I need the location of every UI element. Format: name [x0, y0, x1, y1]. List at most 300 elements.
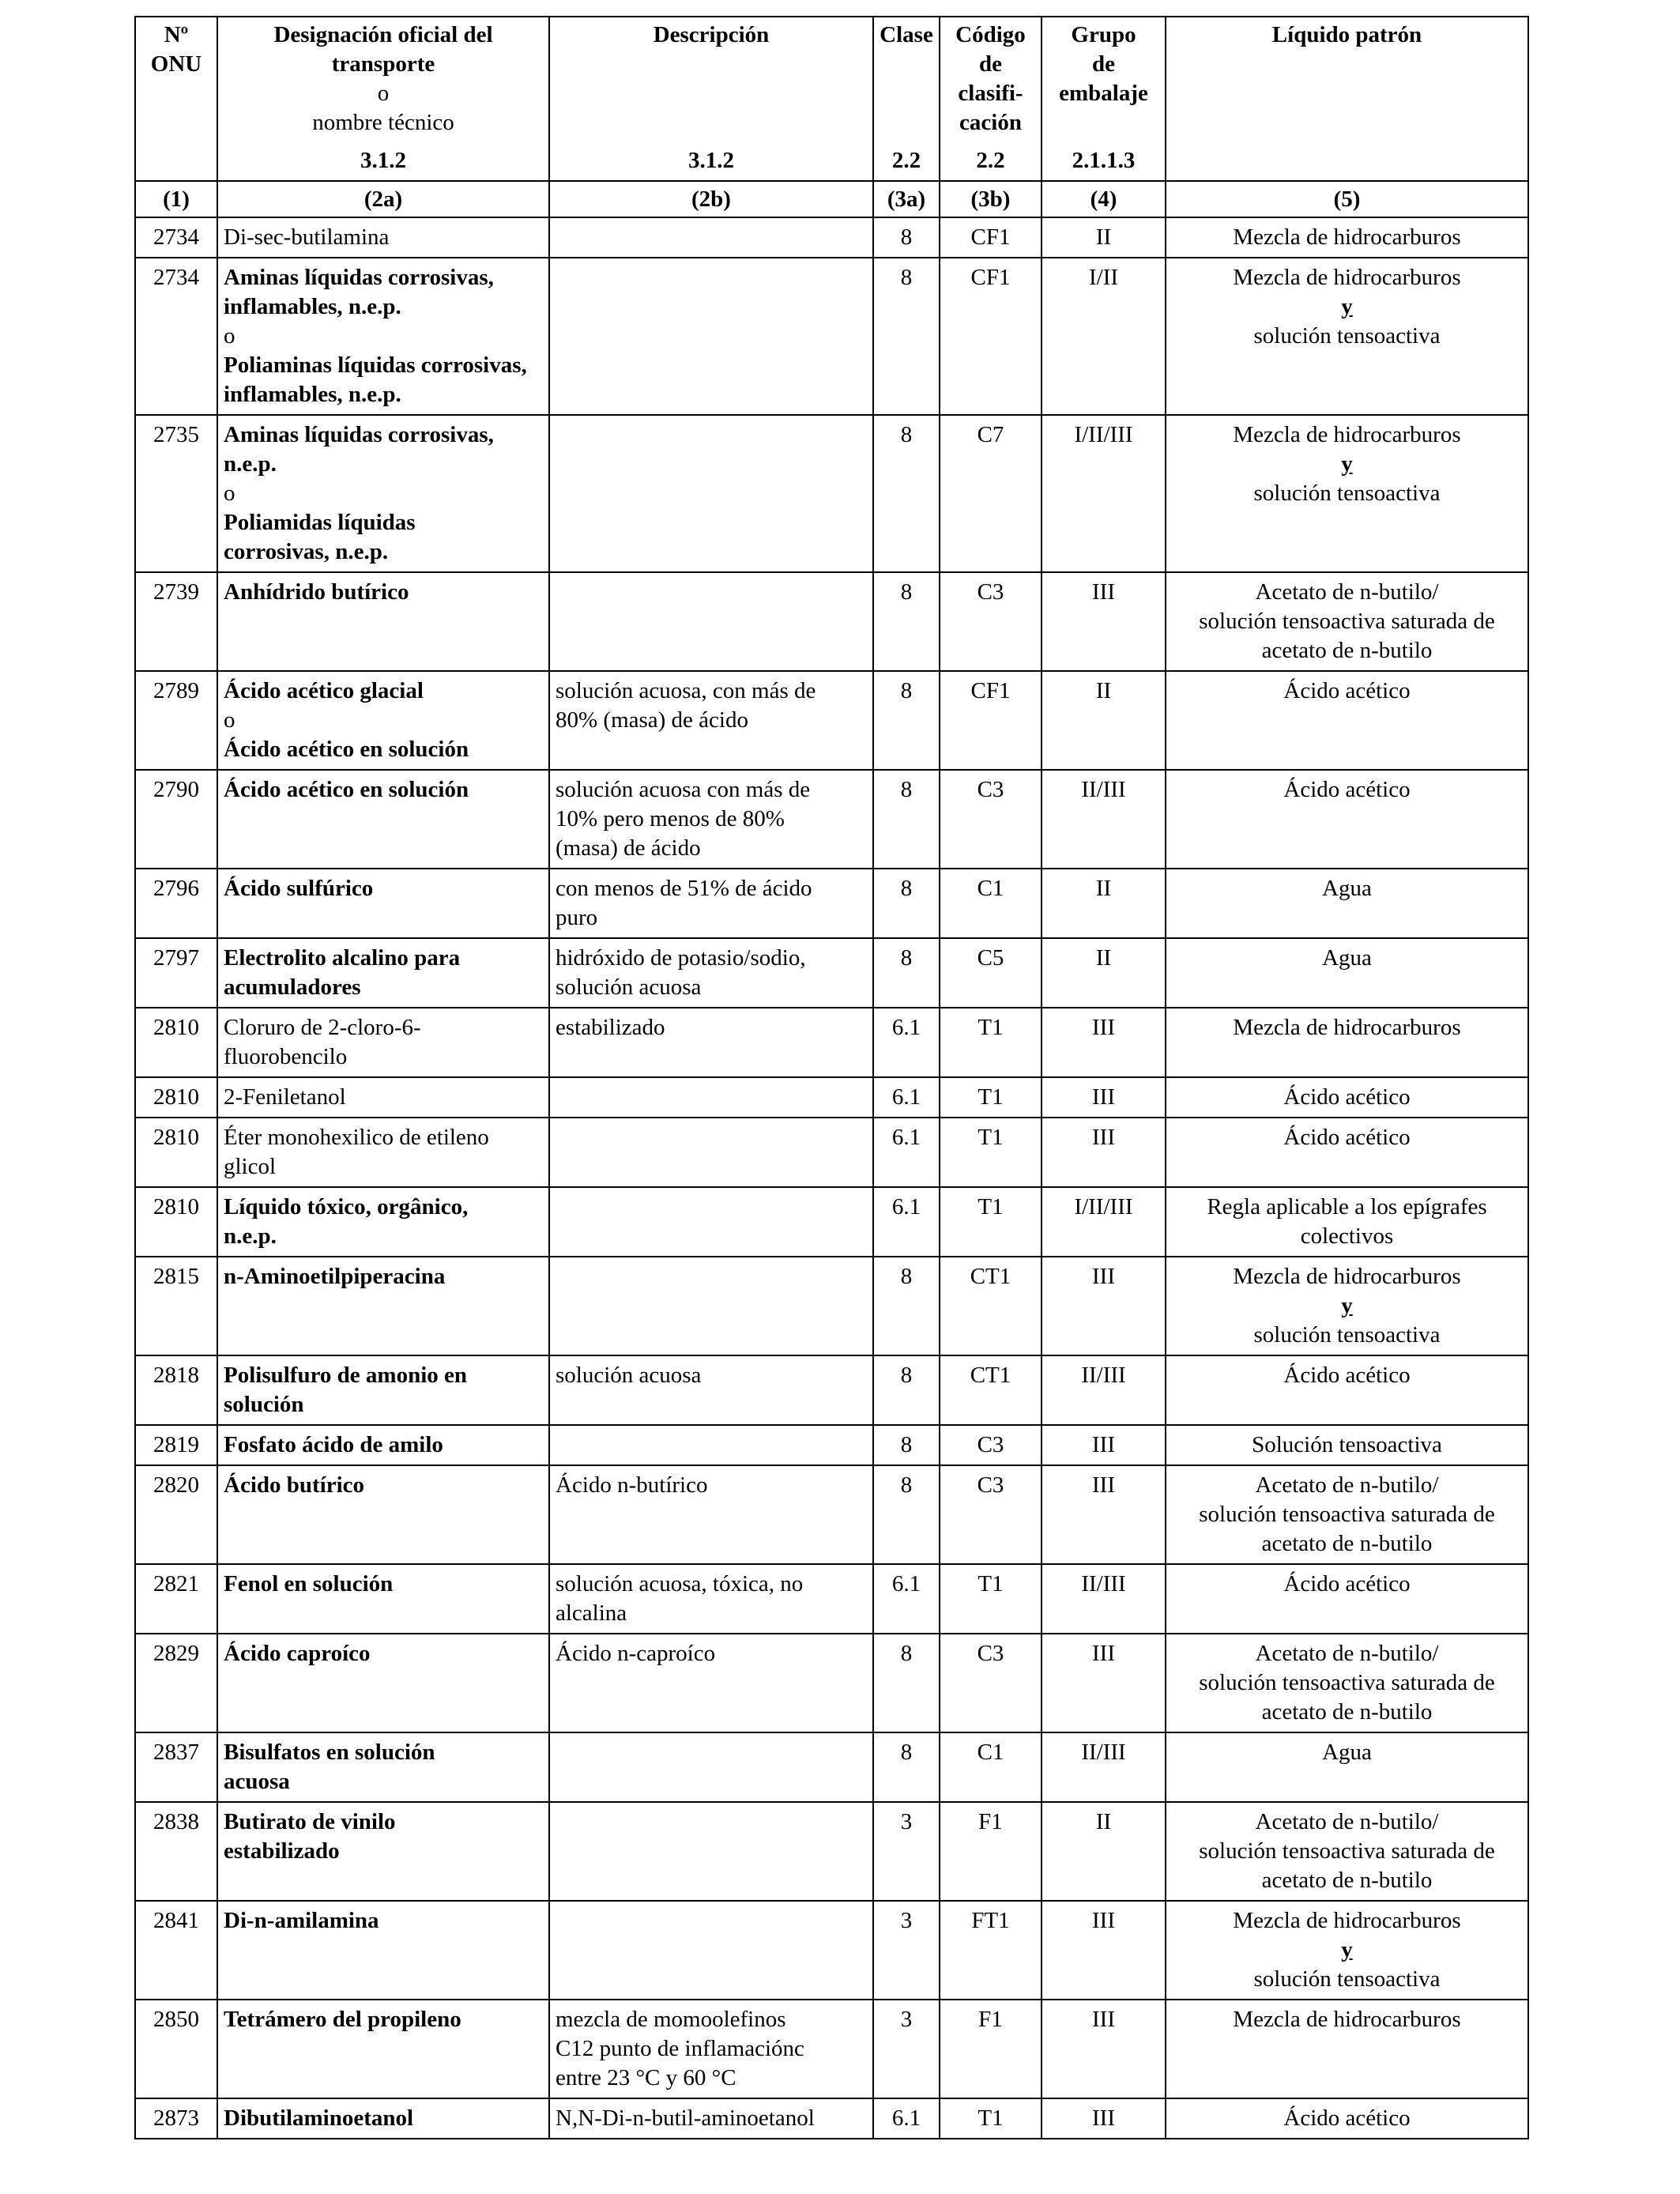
table-row — [135, 1187, 1528, 1257]
un-number-cell: 2810 — [135, 1187, 217, 1257]
classification-code-cell: T1 — [940, 1077, 1042, 1118]
standard-liquid-line: solución tensoactiva saturada de — [1199, 1838, 1495, 1864]
standard-liquid-line: solución tensoactiva saturada de — [1199, 1670, 1495, 1695]
shipping-name-line: n-Aminoetilpiperacina — [224, 1264, 446, 1289]
standard-liquid-cell — [1166, 415, 1528, 572]
description-line: solución acuosa — [556, 974, 702, 1000]
packing-group-cell: III — [1042, 1465, 1166, 1564]
header-descripcion — [549, 17, 873, 181]
shipping-name-cell — [217, 1564, 549, 1634]
description-line: C12 punto de inflamaciónc — [556, 2036, 804, 2061]
description-line: alcalina — [556, 1600, 627, 1626]
un-number-cell: 2810 — [135, 1008, 217, 1077]
standard-liquid-cell — [1166, 2000, 1528, 2098]
un-number-cell: 2829 — [135, 1634, 217, 1732]
shipping-name-cell — [217, 415, 549, 572]
un-number-cell: 2734 — [135, 258, 217, 415]
description-line: N,N-Di-n-butil-aminoetanol — [556, 2105, 815, 2131]
description-cell — [549, 1425, 873, 1465]
description-cell — [549, 1732, 873, 1802]
column-number-row — [135, 181, 1528, 217]
shipping-name-cell — [217, 1634, 549, 1732]
classification-code-cell: C3 — [940, 572, 1042, 671]
classification-code-cell: CT1 — [940, 1355, 1042, 1425]
description-line: mezcla de momoolefinos — [556, 2007, 786, 2032]
standard-liquid-line: solución tensoactiva saturada de — [1199, 609, 1495, 634]
packing-group-cell: II/III — [1042, 1732, 1166, 1802]
packing-group-cell: II — [1042, 1802, 1166, 1901]
classification-code-cell: C1 — [940, 869, 1042, 938]
classification-code-cell: T1 — [940, 1008, 1042, 1077]
description-line: solución acuosa — [556, 1363, 702, 1388]
shipping-name-line: corrosivas, n.e.p. — [224, 539, 389, 564]
class-cell: 8 — [873, 415, 940, 572]
shipping-name-line: Cloruro de 2-cloro-6- — [224, 1015, 421, 1040]
class-cell: 8 — [873, 572, 940, 671]
shipping-name-line: acumuladores — [224, 974, 361, 1000]
standard-liquid-line: Agua — [1322, 945, 1372, 971]
standard-liquid-line: Mezcla de hidrocarburos — [1233, 1015, 1461, 1040]
description-cell — [549, 1465, 873, 1564]
standard-liquid-cell — [1166, 1732, 1528, 1802]
table-row — [135, 2000, 1528, 2098]
shipping-name-cell — [217, 1187, 549, 1257]
col-number: (4) — [1042, 181, 1166, 217]
col-number: (2b) — [549, 181, 873, 217]
standard-liquid-line: Ácido acético — [1283, 1571, 1411, 1596]
shipping-name-line: Electrolito alcalino para — [224, 945, 461, 971]
table-row — [135, 938, 1528, 1008]
packing-group-cell: III — [1042, 1118, 1166, 1187]
shipping-name-line: Éter monohexilico de etileno — [224, 1125, 489, 1150]
standard-liquid-line: Ácido acético — [1283, 1084, 1411, 1110]
standard-liquid-line: Acetato de n-butilo/ — [1255, 1472, 1439, 1498]
standard-liquid-line: Mezcla de hidrocarburos — [1233, 422, 1461, 447]
header-grupo-ref: 2.1.1.3 — [1072, 148, 1136, 173]
header-codigo-line: cación — [959, 110, 1022, 135]
shipping-name-line: Ácido sulfúrico — [224, 876, 374, 901]
packing-group-cell: III — [1042, 1257, 1166, 1355]
standard-liquid-line: solución tensoactiva — [1253, 323, 1441, 349]
header-grupo-line: Grupo — [1071, 22, 1136, 47]
shipping-name-line: Di-sec-butilamina — [224, 224, 390, 250]
shipping-name-line: Dibutilaminoetanol — [224, 2105, 414, 2131]
classification-code-cell: C3 — [940, 1425, 1042, 1465]
col-number: (3a) — [873, 181, 940, 217]
header-designacion-ref: 3.1.2 — [360, 148, 406, 173]
table-row — [135, 2098, 1528, 2139]
description-line: 10% pero menos de 80% — [556, 806, 785, 831]
shipping-name-line: Ácido butírico — [224, 1472, 365, 1498]
standard-liquid-cell — [1166, 1425, 1528, 1465]
standard-liquid-cell — [1166, 1355, 1528, 1425]
header-descripcion-ref: 3.1.2 — [688, 148, 734, 173]
classification-code-cell: F1 — [940, 2000, 1042, 2098]
classification-code-cell: CT1 — [940, 1257, 1042, 1355]
shipping-name-cell — [217, 770, 549, 869]
shipping-name-cell — [217, 2000, 549, 2098]
standard-liquid-line: Ácido acético — [1283, 678, 1411, 703]
description-cell — [549, 671, 873, 770]
description-cell — [549, 1634, 873, 1732]
un-number-cell: 2789 — [135, 671, 217, 770]
shipping-name-line: Fosfato ácido de amilo — [224, 1432, 443, 1457]
un-number-cell: 2838 — [135, 1802, 217, 1901]
class-cell: 6.1 — [873, 2098, 940, 2139]
shipping-name-cell — [217, 1008, 549, 1077]
table-row — [135, 1118, 1528, 1187]
description-cell — [549, 217, 873, 258]
shipping-name-line: glicol — [224, 1154, 277, 1179]
description-cell — [549, 572, 873, 671]
shipping-name-line: Ácido acético en solución — [224, 777, 469, 802]
classification-code-cell: C5 — [940, 938, 1042, 1008]
description-cell — [549, 1901, 873, 2000]
packing-group-cell: I/II/III — [1042, 415, 1166, 572]
table-row — [135, 1425, 1528, 1465]
shipping-name-cell — [217, 1901, 549, 2000]
description-line: solución acuosa, con más de — [556, 678, 816, 703]
standard-liquid-line: colectivos — [1300, 1223, 1394, 1249]
col-number: (5) — [1166, 181, 1528, 217]
standard-liquid-cell — [1166, 1118, 1528, 1187]
shipping-name-line: inflamables, n.e.p. — [224, 382, 401, 407]
un-number-cell: 2810 — [135, 1118, 217, 1187]
description-cell — [549, 1355, 873, 1425]
un-number-cell: 2821 — [135, 1564, 217, 1634]
standard-liquid-cell — [1166, 1257, 1528, 1355]
shipping-name-line: Butirato de vinilo — [224, 1809, 396, 1834]
standard-liquid-line: Ácido acético — [1283, 777, 1411, 802]
class-cell: 8 — [873, 258, 940, 415]
standard-liquid-line: Acetato de n-butilo/ — [1255, 579, 1439, 605]
shipping-name-cell — [217, 2098, 549, 2139]
shipping-name-line: Polisulfuro de amonio en — [224, 1363, 468, 1388]
shipping-name-line: Ácido acético en solución — [224, 737, 469, 762]
standard-liquid-cell — [1166, 1465, 1528, 1564]
standard-liquid-cell — [1166, 572, 1528, 671]
un-number-cell: 2735 — [135, 415, 217, 572]
col-number: (2a) — [217, 181, 549, 217]
description-line: con menos de 51% de ácido — [556, 876, 812, 901]
shipping-name-cell — [217, 938, 549, 1008]
standard-liquid-line: Mezcla de hidrocarburos — [1233, 1264, 1461, 1289]
shipping-name-line: Ácido acético glacial — [224, 678, 424, 703]
classification-code-cell: CF1 — [940, 217, 1042, 258]
table-row — [135, 1901, 1528, 2000]
description-line: (masa) de ácido — [556, 835, 701, 861]
packing-group-cell: I/II/III — [1042, 1187, 1166, 1257]
table-row — [135, 1008, 1528, 1077]
class-cell: 6.1 — [873, 1008, 940, 1077]
shipping-name-line: solución — [224, 1392, 304, 1417]
description-line: puro — [556, 905, 598, 930]
header-onu — [135, 17, 217, 181]
shipping-name-cell — [217, 1732, 549, 1802]
standard-liquid-cell — [1166, 869, 1528, 938]
standard-liquid-line: y — [1341, 451, 1353, 477]
standard-liquid-cell — [1166, 1187, 1528, 1257]
shipping-name-cell — [217, 1465, 549, 1564]
table-row — [135, 258, 1528, 415]
standard-liquid-cell — [1166, 1077, 1528, 1118]
packing-group-cell: II — [1042, 217, 1166, 258]
class-cell: 3 — [873, 1802, 940, 1901]
classification-code-cell: T1 — [940, 2098, 1042, 2139]
standard-liquid-line: Acetato de n-butilo/ — [1255, 1809, 1439, 1834]
shipping-name-line: Bisulfatos en solución — [224, 1740, 435, 1765]
classification-code-cell: T1 — [940, 1564, 1042, 1634]
shipping-name-line: o — [224, 481, 235, 506]
header-descripcion-label: Descripción — [653, 22, 770, 47]
standard-liquid-cell — [1166, 1634, 1528, 1732]
standard-liquid-line: Ácido acético — [1283, 1125, 1411, 1150]
class-cell: 8 — [873, 770, 940, 869]
class-cell: 6.1 — [873, 1118, 940, 1187]
un-number-cell: 2810 — [135, 1077, 217, 1118]
classification-code-cell: T1 — [940, 1187, 1042, 1257]
packing-group-cell: III — [1042, 1634, 1166, 1732]
un-number-cell: 2797 — [135, 938, 217, 1008]
standard-liquid-cell — [1166, 258, 1528, 415]
shipping-name-cell — [217, 1802, 549, 1901]
header-designacion-line: o — [377, 81, 390, 106]
packing-group-cell: III — [1042, 1077, 1166, 1118]
header-designacion-line: transporte — [331, 51, 435, 77]
shipping-name-cell — [217, 258, 549, 415]
table-row — [135, 770, 1528, 869]
class-cell: 3 — [873, 1901, 940, 2000]
standard-liquid-line: Mezcla de hidrocarburos — [1233, 2007, 1461, 2032]
description-cell — [549, 1008, 873, 1077]
standard-liquid-line: y — [1341, 1937, 1353, 1962]
standard-liquid-line: Mezcla de hidrocarburos — [1233, 265, 1461, 290]
standard-liquid-cell — [1166, 1008, 1528, 1077]
classification-code-cell: T1 — [940, 1118, 1042, 1187]
packing-group-cell: I/II — [1042, 258, 1166, 415]
un-number-cell: 2796 — [135, 869, 217, 938]
un-number-cell: 2818 — [135, 1355, 217, 1425]
header-clase — [873, 17, 940, 181]
description-cell — [549, 2098, 873, 2139]
table-row — [135, 572, 1528, 671]
classification-code-cell: CF1 — [940, 258, 1042, 415]
description-cell — [549, 938, 873, 1008]
class-cell: 8 — [873, 869, 940, 938]
header-codigo-line: Código — [955, 22, 1026, 47]
standard-liquid-line: acetato de n-butilo — [1261, 1868, 1433, 1893]
standard-liquid-line: Acetato de n-butilo/ — [1255, 1641, 1439, 1666]
standard-liquid-line: y — [1341, 294, 1353, 319]
packing-group-cell: III — [1042, 2000, 1166, 2098]
un-number-cell: 2841 — [135, 1901, 217, 2000]
shipping-name-line: Poliamidas líquidas — [224, 510, 416, 535]
header-liquido — [1166, 17, 1528, 181]
packing-group-cell: II — [1042, 869, 1166, 938]
header-codigo-line: de — [979, 51, 1002, 77]
packing-group-cell: III — [1042, 1901, 1166, 2000]
standard-liquid-line: solución tensoactiva — [1253, 1322, 1441, 1348]
description-cell — [549, 258, 873, 415]
classification-code-cell: C1 — [940, 1732, 1042, 1802]
class-cell: 8 — [873, 1732, 940, 1802]
header-onu-line: Nº — [164, 22, 189, 47]
shipping-name-line: Fenol en solución — [224, 1571, 394, 1596]
shipping-name-cell — [217, 217, 549, 258]
description-cell — [549, 1118, 873, 1187]
class-cell: 3 — [873, 2000, 940, 2098]
description-cell — [549, 770, 873, 869]
standard-liquid-line: y — [1341, 1293, 1353, 1318]
shipping-name-line: Poliaminas líquidas corrosivas, — [224, 352, 527, 378]
table-row — [135, 1732, 1528, 1802]
classification-code-cell: CF1 — [940, 671, 1042, 770]
shipping-name-cell — [217, 1077, 549, 1118]
dangerous-goods-table — [134, 16, 1529, 2139]
packing-group-cell: II/III — [1042, 1355, 1166, 1425]
classification-code-cell: C3 — [940, 770, 1042, 869]
shipping-name-line: 2-Feniletanol — [224, 1084, 346, 1110]
standard-liquid-cell — [1166, 770, 1528, 869]
shipping-name-line: o — [224, 323, 235, 349]
shipping-name-cell — [217, 1257, 549, 1355]
shipping-name-line: estabilizado — [224, 1838, 340, 1864]
shipping-name-cell — [217, 1425, 549, 1465]
standard-liquid-line: solución tensoactiva — [1253, 481, 1441, 506]
shipping-name-cell — [217, 572, 549, 671]
description-line: solución acuosa, tóxica, no — [556, 1571, 804, 1596]
header-codigo-line: clasifi- — [958, 81, 1023, 106]
packing-group-cell: II/III — [1042, 1564, 1166, 1634]
col-number: (3b) — [940, 181, 1042, 217]
classification-code-cell: F1 — [940, 1802, 1042, 1901]
standard-liquid-cell — [1166, 217, 1528, 258]
header-clase-label: Clase — [880, 22, 933, 47]
packing-group-cell: II — [1042, 671, 1166, 770]
shipping-name-line: Di-n-amilamina — [224, 1908, 379, 1933]
table-row — [135, 1077, 1528, 1118]
shipping-name-line: Ácido caproíco — [224, 1641, 371, 1666]
table-row — [135, 1355, 1528, 1425]
header-liquido-label: Líquido patrón — [1271, 22, 1422, 47]
shipping-name-line: Líquido tóxico, orgânico, — [224, 1194, 469, 1220]
class-cell: 8 — [873, 938, 940, 1008]
table-row — [135, 217, 1528, 258]
standard-liquid-line: Mezcla de hidrocarburos — [1233, 224, 1461, 250]
un-number-cell: 2734 — [135, 217, 217, 258]
description-cell — [549, 1802, 873, 1901]
un-number-cell: 2820 — [135, 1465, 217, 1564]
standard-liquid-line: solución tensoactiva saturada de — [1199, 1502, 1495, 1527]
shipping-name-cell — [217, 1355, 549, 1425]
standard-liquid-line: acetato de n-butilo — [1261, 1699, 1433, 1725]
header-onu-line: ONU — [150, 51, 202, 77]
packing-group-cell: II/III — [1042, 770, 1166, 869]
description-line: solución acuosa con más de — [556, 777, 811, 802]
un-number-cell: 2815 — [135, 1257, 217, 1355]
description-line: Ácido n-butírico — [556, 1472, 708, 1498]
class-cell: 6.1 — [873, 1077, 940, 1118]
class-cell: 8 — [873, 1634, 940, 1732]
shipping-name-cell — [217, 1118, 549, 1187]
description-cell — [549, 869, 873, 938]
un-number-cell: 2873 — [135, 2098, 217, 2139]
header-grupo — [1042, 17, 1166, 181]
standard-liquid-line: Mezcla de hidrocarburos — [1233, 1908, 1461, 1933]
header-clase-ref: 2.2 — [891, 148, 921, 173]
classification-code-cell: FT1 — [940, 1901, 1042, 2000]
header-designacion — [217, 17, 549, 181]
standard-liquid-line: acetato de n-butilo — [1261, 1531, 1433, 1556]
shipping-name-line: Tetrámero del propileno — [224, 2007, 461, 2032]
shipping-name-line: n.e.p. — [224, 451, 277, 477]
description-line: estabilizado — [556, 1015, 665, 1040]
packing-group-cell: II — [1042, 938, 1166, 1008]
description-cell — [549, 2000, 873, 2098]
table-row — [135, 671, 1528, 770]
header-grupo-line: de — [1092, 51, 1115, 77]
description-cell — [549, 1257, 873, 1355]
description-cell — [549, 415, 873, 572]
header-row — [135, 17, 1528, 181]
un-number-cell: 2739 — [135, 572, 217, 671]
class-cell: 8 — [873, 217, 940, 258]
col-number: (1) — [135, 181, 217, 217]
un-number-cell: 2790 — [135, 770, 217, 869]
shipping-name-line: Anhídrido butírico — [224, 579, 409, 605]
classification-code-cell: C3 — [940, 1465, 1042, 1564]
description-line: entre 23 °C y 60 °C — [556, 2065, 736, 2090]
shipping-name-line: n.e.p. — [224, 1223, 277, 1249]
standard-liquid-line: Regla aplicable a los epígrafes — [1207, 1194, 1487, 1220]
class-cell: 8 — [873, 1465, 940, 1564]
shipping-name-line: inflamables, n.e.p. — [224, 294, 401, 319]
standard-liquid-cell — [1166, 2098, 1528, 2139]
header-designacion-line: Designación oficial del — [273, 22, 493, 47]
table-row — [135, 1465, 1528, 1564]
shipping-name-line: fluorobencilo — [224, 1044, 348, 1069]
shipping-name-line: o — [224, 707, 235, 733]
un-number-cell: 2850 — [135, 2000, 217, 2098]
un-number-cell: 2837 — [135, 1732, 217, 1802]
standard-liquid-line: Agua — [1322, 1740, 1372, 1765]
shipping-name-line: Aminas líquidas corrosivas, — [224, 422, 494, 447]
class-cell: 6.1 — [873, 1564, 940, 1634]
class-cell: 8 — [873, 671, 940, 770]
standard-liquid-cell — [1166, 671, 1528, 770]
description-line: hidróxido de potasio/sodio, — [556, 945, 806, 971]
class-cell: 8 — [873, 1425, 940, 1465]
packing-group-cell: III — [1042, 1008, 1166, 1077]
table-row — [135, 1634, 1528, 1732]
standard-liquid-line: Solución tensoactiva — [1252, 1432, 1442, 1457]
class-cell: 8 — [873, 1355, 940, 1425]
header-codigo — [940, 17, 1042, 181]
description-cell — [549, 1564, 873, 1634]
description-line: 80% (masa) de ácido — [556, 707, 748, 733]
table-row — [135, 869, 1528, 938]
header-grupo-line: embalaje — [1059, 81, 1148, 106]
description-cell — [549, 1187, 873, 1257]
description-cell — [549, 1077, 873, 1118]
header-designacion-line: nombre técnico — [312, 110, 454, 135]
shipping-name-cell — [217, 869, 549, 938]
header-codigo-ref: 2.2 — [976, 148, 1005, 173]
table-row — [135, 415, 1528, 572]
description-line: Ácido n-caproíco — [556, 1641, 716, 1666]
standard-liquid-line: Agua — [1322, 876, 1372, 901]
classification-code-cell: C7 — [940, 415, 1042, 572]
